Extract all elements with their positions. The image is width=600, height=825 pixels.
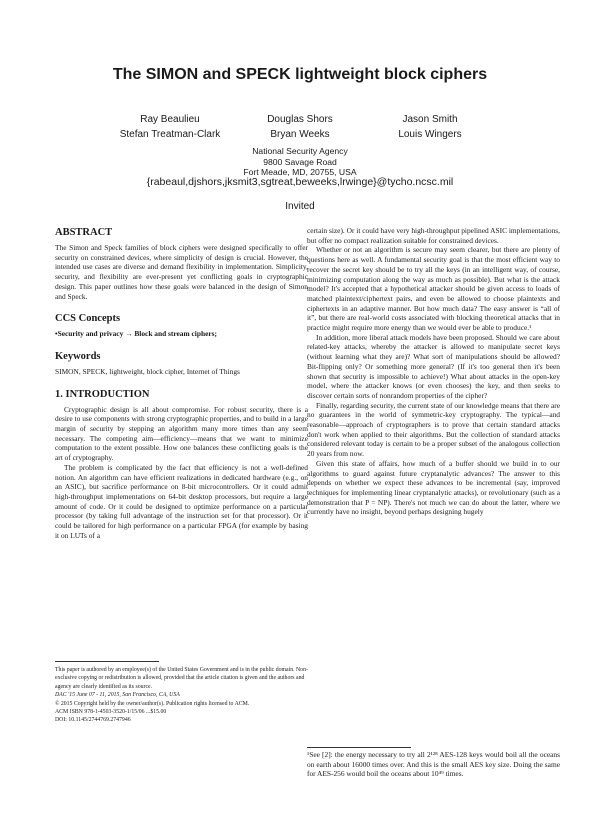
author-2: Douglas Shors [267,114,333,125]
author-6: Louis Wingers [398,129,462,140]
intro-paragraph-1: Cryptographic design is all about compromise. For robust security, there is a desire to use components with strong cryptographic properties, and to build in a large margin of security by stepping an algorithm many more times than any seem necessary. The competing aim—efficiency—means that we want to minimize computation to the extent possible. How one balances these conflicting goals is the art of cryptography. [55,404,308,463]
copyright-notice: This paper is authored by an employee(s) of the United States Government and is in the public domain. Non-exclusive copying or redistribution is allowed, provided that the article citation is given and the authors and agency are clearly identified as its source. [55,667,308,690]
footnote-rule [307,747,411,748]
ccs-text: •Security and privacy → Block and stream ciphers; [55,329,217,339]
affiliation-line-3: Fort Meade, MD, 20755, USA [243,167,357,177]
keywords-text: SIMON, SPECK, lightweight, block cipher, Internet of Things [55,366,240,376]
copyright-rule [55,661,159,662]
copyright-block [55,666,308,725]
abstract-heading: ABSTRACT [55,227,113,238]
right-paragraph-1: certain size). Or it could have very high-throughput pipelined ASIC implementations, but offer no compact realization suitable for constrained devices. [307,226,560,245]
affiliation-line-2: 9800 Savage Road [263,156,337,167]
right-paragraph-3: In addition, more liberal attack models have been proposed. Should we care about related-key attacks, whereby the attacker is allowed to manipulate secret keys (without learning what they are)? What sort of manipulations should be allowed? Bit-flipping only? Or something more general? (If it's too general then it's been shown that security is impossible to achieve!) What about attacks in the open-key model, where the attacker knows (or even chooses) the key, and then seeks to discover certain sorts of nonrandom properties of the cipher? [307,332,560,400]
author-3: Jason Smith [402,114,458,125]
author-5: Bryan Weeks [270,129,330,140]
invited-label: Invited [285,201,315,212]
left-column [55,226,308,540]
affiliation-line-1: National Security Agency [252,146,348,156]
footnote: ¹See [2]: the energy necessary to try all 2¹²⁸ AES-128 keys would boil all the oceans on earth about 16000 times over. And this is the small AES key size. Doing the same for AES-256 would boil the oceans about 10⁴⁹ times. [307,750,560,779]
affiliation [100,146,500,178]
author-1: Ray Beaulieu [140,114,200,125]
isbn-line: ACM ISBN 978-1-4503-3520-1/15/06 ...$15.00 [55,709,167,716]
abstract-text: The Simon and Speck families of block ciphers were designed specifically to offer security on constrained devices, where simplicity of design is crucial. However, the intended use cases are diverse and demand flexibility in implementation. Simplicity, security, and flexibility are ever-present yet conflicting goals in cryptographic design. This paper outlines how these goals were balanced in the design of Simon and Speck. [55,243,308,301]
author-4: Stefan Treatman-Clark [119,129,221,140]
ccs-heading: CCS Concepts [55,313,121,325]
right-paragraph-5: Given this state of affairs, how much of a buffer should we build in to our algorithms to guard against future cryptanalytic advances? The answer to this depends on whether we expect these advances to be incremental (say, improved techniques for implementing linear cryptanalytic attacks), or revolutionary (such as a demonstration that P = NP). There's not much we can do about the latter, where we currently have no insight, beyond perhaps designing hugely [307,458,560,517]
right-paragraph-4: Finally, regarding security, the current state of our knowledge means that there are no guarantees in the world of symmetric-key cryptography. The typical—and reasonable—approach of cryptographers is to prove that certain standard attacks don't work when applied to their algorithms. But the collection of standard attacks considered relevant today is certain to be a proper subset of the analogous collection 20 years from now. [307,400,560,459]
doi-line: DOI: 10.1145/2744769.2747946 [55,717,131,724]
copyright-holder: © 2015 Copyright held by the owner/author(s). Publication rights licensed to ACM. [55,700,250,707]
conference-line: DAC '15 June 07 - 11, 2015, San Francisco, CA, USA [55,692,180,699]
introduction-heading: 1. INTRODUCTION [55,388,150,400]
paper-title: The SIMON and SPECK lightweight block ciphers [112,66,488,83]
right-paragraph-2: Whether or not an algorithm is secure may seem clearer, but there are plenty of questions here as well. A fundamental security goal is that the most efficient way to recover the secret key should be to try all the keys (in an intelligent way, of course, minimizing computation along the way as much as possible). But what is the attack model? It's accepted that a hypothetical attacker should be given access to loads of matched plaintext/ciphertext pairs, and even be allowed to choose plaintexts and ciphertexts in an adaptive manner. But how much data? The easy answer is “all of it”, but there are real-world costs associated with blocking theoretical attacks that in practice might require more energy than we would ever be able to produce.¹ [307,245,560,333]
keywords-heading: Keywords [55,350,101,362]
right-column [307,226,560,517]
intro-paragraph-2: The problem is complicated by the fact that efficiency is not a well-defined notion. An algorithm can have efficient realizations in dedicated hardware (e.g., on an ASIC), but sacrifice performance on 8-bit microcontrollers. Or it could admit high-throughput implementations on 64-bit desktop processors, but require a large amount of code. Or it could be designed to optimize performance on a particular processor (by taking full advantage of the instruction set for that processor). Or it could be tailored for high performance on a particular FPGA (for example by basing it on LUTs of a [55,462,308,540]
author-emails: {rabeaul,djshors,jksmit3,sgtreat,beweeks,lrwinge}@tycho.ncsc.mil [146,176,454,188]
